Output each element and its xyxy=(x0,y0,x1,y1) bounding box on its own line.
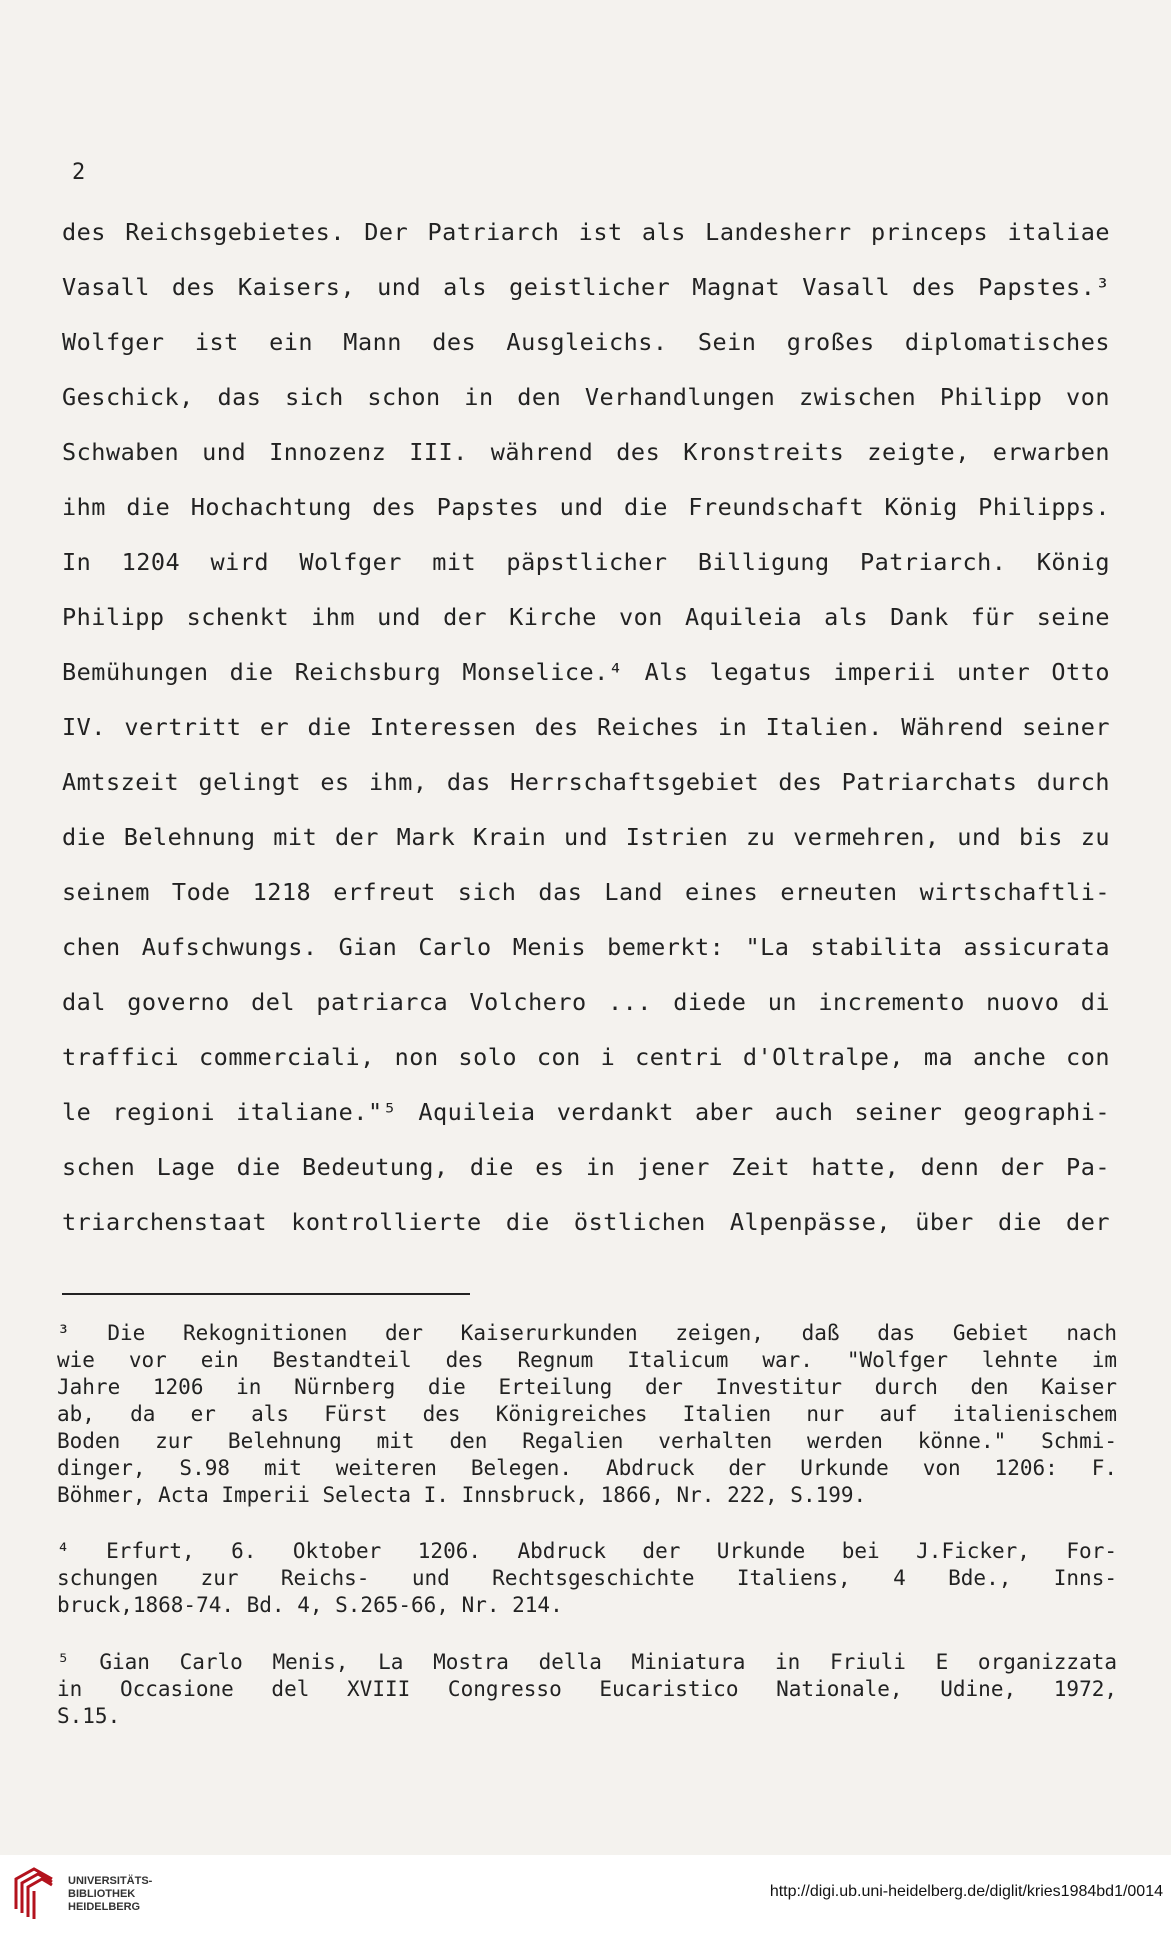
footnote-line: Böhmer, Acta Imperii Selecta I. Innsbruck, 1866, Nr. 222, S.199. xyxy=(57,1483,867,1507)
body-line: Geschick, das sich schon in den Verhandlungen zwischen Philipp von xyxy=(62,383,1110,411)
library-name-line: UNIVERSITÄTS- xyxy=(68,1875,153,1887)
footnote-line: ab, da er als Fürst des Königreiches Italien nur auf italienischem xyxy=(57,1402,1117,1426)
library-name xyxy=(68,1875,152,1914)
footnote-line: bruck,1868-74. Bd. 4, S.265-66, Nr. 214. xyxy=(57,1593,563,1617)
footnote-line: in Occasione del XVIII Congresso Eucaristico Nationale, Udine, 1972, xyxy=(57,1677,1117,1701)
footnote-3 xyxy=(57,1320,1117,1509)
library-name-line: BIBLIOTHEK xyxy=(68,1888,136,1900)
body-line: chen Aufschwungs. Gian Carlo Menis bemerkt: "La stabilita assicurata xyxy=(62,933,1110,961)
body-line: seinem Tode 1218 erfreut sich das Land eines erneuten wirtschaftli- xyxy=(62,878,1110,906)
footnote-line: ⁴ Erfurt, 6. Oktober 1206. Abdruck der Urkunde bei J.Ficker, For- xyxy=(57,1539,1117,1563)
body-text xyxy=(62,205,1110,1250)
body-line: Vasall des Kaisers, und als geistlicher Magnat Vasall des Papstes.³ xyxy=(62,273,1110,301)
footer-bar xyxy=(0,1855,1171,1936)
source-url-link[interactable]: http://digi.ub.uni-heidelberg.de/diglit/kries1984bd1/0014 xyxy=(769,1883,1163,1900)
footnote-divider xyxy=(62,1293,470,1295)
library-name-line: HEIDELBERG xyxy=(68,1901,141,1913)
footnote-line: wie vor ein Bestandteil des Regnum Italicum war. "Wolfger lehnte im xyxy=(57,1348,1117,1372)
body-line: Schwaben und Innozenz III. während des Kronstreits zeigte, erwarben xyxy=(62,438,1110,466)
body-line: triarchenstaat kontrollierte die östlichen Alpenpässe, über die der xyxy=(62,1208,1110,1236)
body-line: In 1204 wird Wolfger mit päpstlicher Billigung Patriarch. König xyxy=(62,548,1110,576)
footnote-line: ⁵ Gian Carlo Menis, La Mostra della Miniatura in Friuli E organizzata xyxy=(57,1650,1117,1674)
footnote-line: Boden zur Belehnung mit den Regalien verhalten werden könne." Schmi- xyxy=(57,1429,1117,1453)
footnote-line: S.15. xyxy=(57,1704,121,1728)
body-line: le regioni italiane."⁵ Aquileia verdankt aber auch seiner geographi- xyxy=(62,1098,1110,1126)
body-line: Amtszeit gelingt es ihm, das Herrschaftsgebiet des Patriarchats durch xyxy=(62,768,1110,796)
body-line: Wolfger ist ein Mann des Ausgleichs. Sein großes diplomatisches xyxy=(62,328,1110,356)
body-line: dal governo del patriarca Volchero ... diede un incremento nuovo di xyxy=(62,988,1110,1016)
body-line: ihm die Hochachtung des Papstes und die Freundschaft König Philipps. xyxy=(62,493,1110,521)
body-line: IV. vertritt er die Interessen des Reiches in Italien. Während seiner xyxy=(62,713,1110,741)
page-number: 2 xyxy=(72,160,86,185)
footnote-line: dinger, S.98 mit weiteren Belegen. Abdruck der Urkunde von 1206: F. xyxy=(57,1456,1117,1480)
footnote-4 xyxy=(57,1538,1117,1619)
footnote-line: Jahre 1206 in Nürnberg die Erteilung der Investitur durch den Kaiser xyxy=(57,1375,1117,1399)
body-line: Bemühungen die Reichsburg Monselice.⁴ Als legatus imperii unter Otto xyxy=(62,658,1110,686)
body-line: schen Lage die Bedeutung, die es in jener Zeit hatte, denn der Pa- xyxy=(62,1153,1110,1181)
body-line: Philipp schenkt ihm und der Kirche von Aquileia als Dank für seine xyxy=(62,603,1110,631)
footnote-5 xyxy=(57,1649,1117,1730)
body-line: die Belehnung mit der Mark Krain und Istrien zu vermehren, und bis zu xyxy=(62,823,1110,851)
body-line: des Reichsgebietes. Der Patriarch ist als Landesherr princeps italiae xyxy=(62,218,1110,246)
body-line: traffici commerciali, non solo con i centri d'Oltralpe, ma anche con xyxy=(62,1043,1110,1071)
university-library-logo-icon xyxy=(10,1865,58,1921)
footnote-line: ³ Die Rekognitionen der Kaiserurkunden zeigen, daß das Gebiet nach xyxy=(57,1321,1117,1345)
footnote-line: schungen zur Reichs- und Rechtsgeschichte Italiens, 4 Bde., Inns- xyxy=(57,1566,1117,1590)
